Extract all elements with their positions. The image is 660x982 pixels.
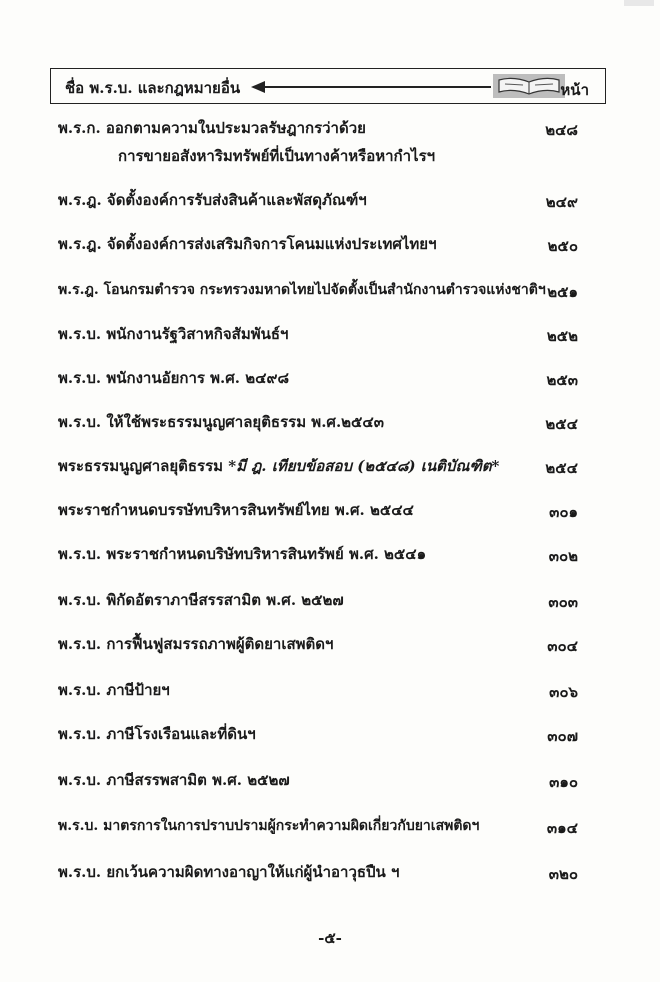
- entry-title: พ.ร.ฎ. โอนกรมตำรวจ กระทรวงมหาดไทยไปจัดตั้งเป็นสำนักงานตำรวจแห่งชาติฯ: [58, 282, 546, 298]
- entry-page: ๒๕๓: [546, 371, 578, 389]
- entry-title: พ.ร.บ. พระราชกำหนดบริษัทบริหารสินทรัพย์ พ.ศ. ๒๕๔๑: [58, 545, 427, 563]
- entry-page: ๒๕๒: [546, 327, 578, 345]
- entry-page: ๓๐๑: [549, 503, 578, 521]
- entry-page: ๓๑๔: [546, 819, 578, 837]
- entry-page: ๓๐๒: [548, 547, 578, 565]
- scan-artifact: [624, 0, 654, 6]
- header-page-label: หน้า: [560, 81, 589, 99]
- entry-page: ๓๑๐: [549, 773, 578, 791]
- entry-page: ๓๐๗: [547, 727, 578, 745]
- entry-page: ๒๔๘: [545, 121, 578, 139]
- header-title: ชื่อ พ.ร.บ. และกฎหมายอื่น: [65, 79, 241, 97]
- entry-title: พ.ร.ฎ. จัดตั้งองค์การรับส่งสินค้าและพัสดุภัณฑ์ฯ: [58, 191, 367, 209]
- entry-title: พ.ร.บ. มาตรการในการปราบปรามผู้กระทำความผิดเกี่ยวกับยาเสพติดฯ: [58, 818, 480, 834]
- entry-page: ๒๕๑: [547, 283, 578, 301]
- entry-title: พ.ร.ฎ. จัดตั้งองค์การส่งเสริมกิจการโคนมแห่งประเทศไทยฯ: [58, 235, 437, 253]
- entry-page: ๒๔๙: [545, 193, 578, 211]
- entry-note: *มี ฎ. เทียบข้อสอบ (๒๕๔๘) เนติบัณฑิต*: [228, 457, 500, 475]
- toc-header: [50, 68, 606, 104]
- entry-page: ๒๕๐: [547, 237, 578, 255]
- entry-page: ๒๕๔: [545, 415, 578, 433]
- entry-page: ๓๐๔: [547, 637, 578, 655]
- entry-page: ๓๐๖: [549, 683, 578, 701]
- entry-title: พ.ร.บ. พิกัดอัตราภาษีสรรสามิต พ.ศ. ๒๕๒๗: [58, 591, 344, 609]
- entry-title-text: พระธรรมนูญศาลยุติธรรม: [58, 457, 224, 475]
- left-arrow-icon: [251, 77, 491, 97]
- entry-title: [58, 456, 499, 476]
- page-number: -๕-: [318, 929, 342, 947]
- entry-title: พ.ร.บ. ภาษีโรงเรือนและที่ดินฯ: [58, 725, 256, 743]
- entry-title: พ.ร.บ. พนักงานอัยการ พ.ศ. ๒๔๙๘: [58, 369, 290, 387]
- entry-title: พ.ร.บ. การฟื้นฟูสมรรถภาพผู้ติดยาเสพติดฯ: [58, 635, 334, 653]
- entry-title: พ.ร.บ. ยกเว้นความผิดทางอาญาให้แก่ผู้นำอาวุธปืน ฯ: [58, 863, 400, 881]
- entry-title: พระราชกำหนดบรรษัทบริหารสินทรัพย์ไทย พ.ศ. ๒๕๔๔: [58, 501, 414, 519]
- entry-page: ๓๐๓: [548, 593, 578, 611]
- book-logo-icon: [493, 74, 565, 98]
- entry-title-continued: การขายอสังหาริมทรัพย์ที่เป็นทางค้าหรือหากำไรฯ: [118, 147, 436, 165]
- entry-page: ๒๕๔: [545, 459, 578, 477]
- entry-title: พ.ร.บ. ภาษีป้ายฯ: [58, 681, 170, 699]
- entry-page: ๓๒๐: [548, 865, 578, 883]
- entry-title: พ.ร.บ. พนักงานรัฐวิสาหกิจสัมพันธ์ฯ: [58, 325, 289, 343]
- entry-title: พ.ร.บ. ให้ใช้พระธรรมนูญศาลยุติธรรม พ.ศ.๒๕๔๓: [58, 413, 385, 431]
- entry-title: พ.ร.ก. ออกตามความในประมวลรัษฎากรว่าด้วย: [58, 119, 366, 137]
- entry-title: พ.ร.บ. ภาษีสรรพสามิต พ.ศ. ๒๕๒๗: [58, 771, 290, 789]
